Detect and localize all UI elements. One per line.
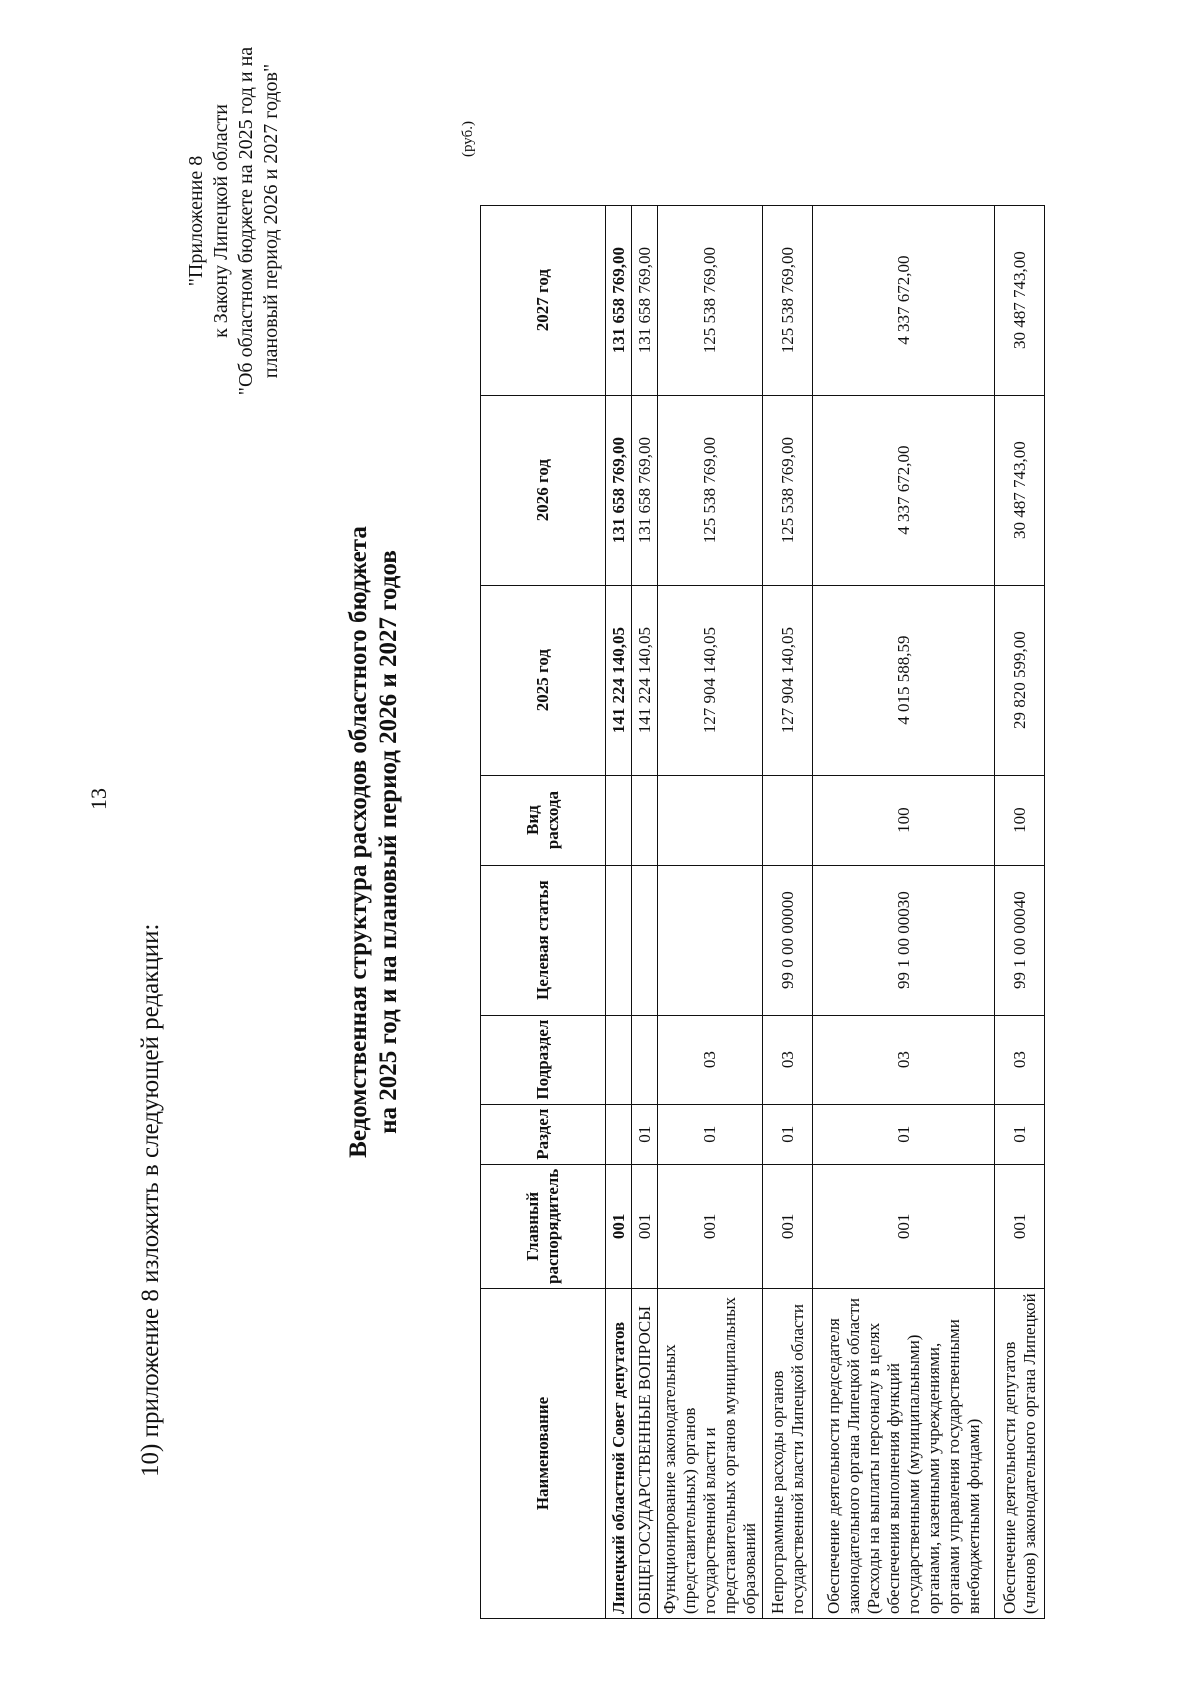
cell-glav: 001 xyxy=(995,1164,1045,1288)
cell-glav: 001 xyxy=(813,1164,995,1288)
cell-glav: 001 xyxy=(632,1164,658,1288)
cell-name: Непрограммные расходы органов государственной власти Липецкой области xyxy=(763,1289,813,1619)
cell-2026: 30 487 743,00 xyxy=(995,395,1045,585)
cell-podrazdel: 03 xyxy=(813,1015,995,1104)
cell-2026: 131 658 769,00 xyxy=(606,395,632,585)
cell-expense-type: 100 xyxy=(813,775,995,865)
cell-2025: 29 820 599,00 xyxy=(995,585,1045,775)
cell-2027: 125 538 769,00 xyxy=(658,205,763,395)
cell-glav: 001 xyxy=(658,1164,763,1288)
table-header-row xyxy=(481,205,606,1618)
table-row xyxy=(632,205,658,1618)
table-row xyxy=(763,205,813,1618)
cell-2025: 141 224 140,05 xyxy=(606,585,632,775)
cell-podrazdel xyxy=(606,1015,632,1104)
cell-target xyxy=(606,865,632,1015)
cell-glav: 001 xyxy=(763,1164,813,1288)
cell-2027: 131 658 769,00 xyxy=(632,205,658,395)
unit-label: (руб.) xyxy=(460,121,476,157)
document-title xyxy=(344,367,404,1317)
cell-target: 99 1 00 00040 xyxy=(995,865,1045,1015)
table-row xyxy=(995,205,1045,1618)
cell-2025: 141 224 140,05 xyxy=(632,585,658,775)
col-header: Раздел xyxy=(481,1104,606,1164)
cell-podrazdel: 03 xyxy=(658,1015,763,1104)
cell-razdel xyxy=(606,1104,632,1164)
intro-text: 10) приложение 8 изложить в следующей редакции: xyxy=(137,923,164,1477)
cell-target xyxy=(632,865,658,1015)
cell-expense-type: 100 xyxy=(995,775,1045,865)
table-row xyxy=(606,205,632,1618)
cell-2026: 4 337 672,00 xyxy=(813,395,995,585)
cell-expense-type xyxy=(763,775,813,865)
appendix-header xyxy=(184,11,284,431)
cell-2027: 4 337 672,00 xyxy=(813,205,995,395)
cell-2025: 127 904 140,05 xyxy=(763,585,813,775)
cell-name: Липецкий областной Совет депутатов xyxy=(606,1289,632,1619)
cell-2027: 131 658 769,00 xyxy=(606,205,632,395)
cell-podrazdel: 03 xyxy=(763,1015,813,1104)
col-header: Подраздел xyxy=(481,1015,606,1104)
cell-expense-type xyxy=(658,775,763,865)
cell-razdel: 01 xyxy=(763,1104,813,1164)
col-header: 2027 год xyxy=(481,205,606,395)
col-header: Вид расхода xyxy=(481,775,606,865)
cell-target: 99 0 00 00000 xyxy=(763,865,813,1015)
cell-podrazdel xyxy=(632,1015,658,1104)
col-header: Наименование xyxy=(481,1289,606,1619)
title-line: Ведомственная структура расходов областного бюджета xyxy=(345,526,372,1158)
title-line: на 2025 год и на плановый период 2026 и 2027 годов xyxy=(375,550,402,1134)
col-header: 2025 год xyxy=(481,585,606,775)
appendix-line: к Закону Липецкой области xyxy=(210,104,232,338)
page-number: 13 xyxy=(86,788,111,810)
cell-2025: 127 904 140,05 xyxy=(658,585,763,775)
cell-2027: 30 487 743,00 xyxy=(995,205,1045,395)
cell-expense-type xyxy=(632,775,658,865)
table-row xyxy=(813,205,995,1618)
cell-target: 99 1 00 00030 xyxy=(813,865,995,1015)
cell-2026: 125 538 769,00 xyxy=(763,395,813,585)
cell-2025: 4 015 588,59 xyxy=(813,585,995,775)
table-row xyxy=(658,205,763,1618)
cell-name: Функционирование законодательных (представительных) органов государственной власти и представительных органов муниципальных образований xyxy=(658,1289,763,1619)
col-header: Целевая статья xyxy=(481,865,606,1015)
cell-2026: 131 658 769,00 xyxy=(632,395,658,585)
cell-glav: 001 xyxy=(606,1164,632,1288)
cell-razdel: 01 xyxy=(658,1104,763,1164)
cell-podrazdel: 03 xyxy=(995,1015,1045,1104)
appendix-line: "Приложение 8 xyxy=(185,155,207,287)
cell-2027: 125 538 769,00 xyxy=(763,205,813,395)
cell-name: ОБЩЕГОСУДАРСТВЕННЫЕ ВОПРОСЫ xyxy=(632,1289,658,1619)
cell-name: Обеспечение деятельности депутатов (членов) законодательного органа Липецкой xyxy=(995,1289,1045,1619)
cell-razdel: 01 xyxy=(813,1104,995,1164)
budget-table xyxy=(480,205,1045,1619)
col-header: Главный распорядитель xyxy=(481,1164,606,1288)
cell-razdel: 01 xyxy=(995,1104,1045,1164)
cell-name: Обеспечение деятельности председателя законодательного органа Липецкой области (Расходы на выплаты персоналу в целях обеспечения выполнения функций государственными (муниципальными) органами, казенными учреждениями, органами управления государственными внебюджетными фондами) xyxy=(813,1289,995,1619)
appendix-line: "Об областном бюджете на 2025 год и на xyxy=(235,46,257,396)
cell-razdel: 01 xyxy=(632,1104,658,1164)
cell-expense-type xyxy=(606,775,632,865)
appendix-line: плановый период 2026 и 2027 годов" xyxy=(260,63,282,379)
cell-2026: 125 538 769,00 xyxy=(658,395,763,585)
cell-target xyxy=(658,865,763,1015)
col-header: 2026 год xyxy=(481,395,606,585)
